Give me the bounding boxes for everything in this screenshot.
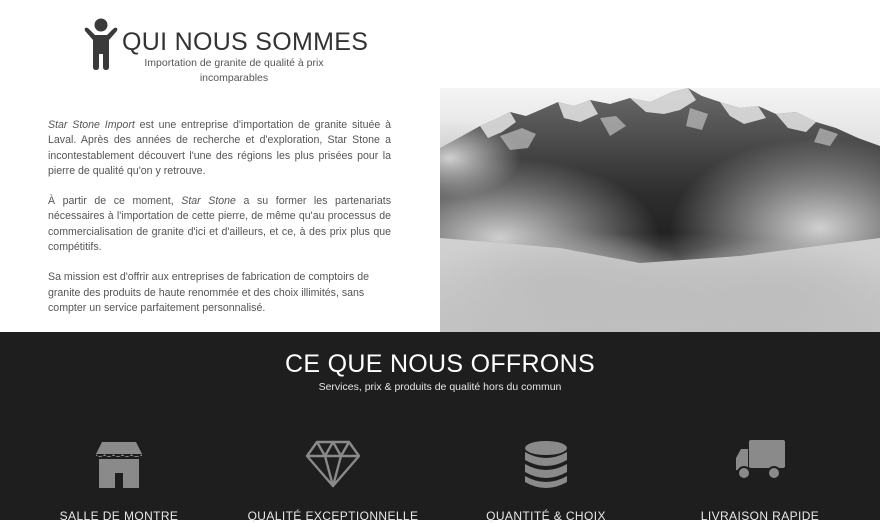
feature-showroom[interactable]: [19, 440, 219, 523]
offer-title: CE QUE NOUS OFFRONS: [285, 350, 595, 378]
feature-quantity[interactable]: [446, 440, 646, 523]
feature-label: QUANTITÉ & CHOIX: [486, 509, 606, 523]
about-text: [48, 118, 391, 331]
truck-icon: [735, 440, 785, 480]
diamond-icon: [305, 440, 361, 488]
store-icon: [94, 440, 144, 488]
mountain-in-fog-photo: [440, 88, 880, 332]
database-icon: [523, 440, 569, 490]
feature-delivery[interactable]: [660, 440, 860, 523]
offer-section: [0, 332, 880, 523]
about-paragraph-1: [48, 118, 391, 179]
about-title: QUI NOUS SOMMES: [122, 28, 369, 56]
offer-subtitle: Services, prix & produits de qualité hors du commun: [318, 381, 562, 393]
person-icon: [82, 18, 120, 70]
feature-quality[interactable]: [233, 440, 433, 523]
feature-label: QUALITÉ EXCEPTIONNELLE: [247, 509, 419, 523]
paragraph-2-after: a su former les partenariats nécessaires à l'importation de cette pierre, de même qu'au processus de commercialisation de granite d'ici et d'ailleurs, et ce, à des prix plus que compétitifs.: [48, 195, 391, 254]
paragraph-2-before: À partir de ce moment,: [48, 195, 182, 208]
feature-label: LIVRAISON RAPIDE: [700, 509, 820, 523]
paragraph-3-text: Sa mission est d'offrir aux entreprises de fabrication de comptoirs de granite des produits de haute renommée et des choix illimités, sans compter un service parfaitement personnalisé.: [48, 271, 369, 314]
paragraph-2-italic: Star Stone: [181, 195, 236, 208]
feature-label: SALLE DE MONTRE: [59, 509, 179, 523]
company-name: Star Stone Import: [48, 119, 135, 131]
about-paragraph-3: [48, 270, 391, 316]
paragraph-1-text: est une entreprise d'importation de granite située à Laval. Après des années de recherche et d'exploration, Star Stone a incontestablement découvert l'une des régions les plus prisées pour la pierre de qualité qu'on y retrouve.: [48, 119, 391, 177]
about-paragraph-2: [48, 194, 391, 255]
about-subtitle: Importation de granite de qualité à prix incomparables: [144, 57, 324, 84]
